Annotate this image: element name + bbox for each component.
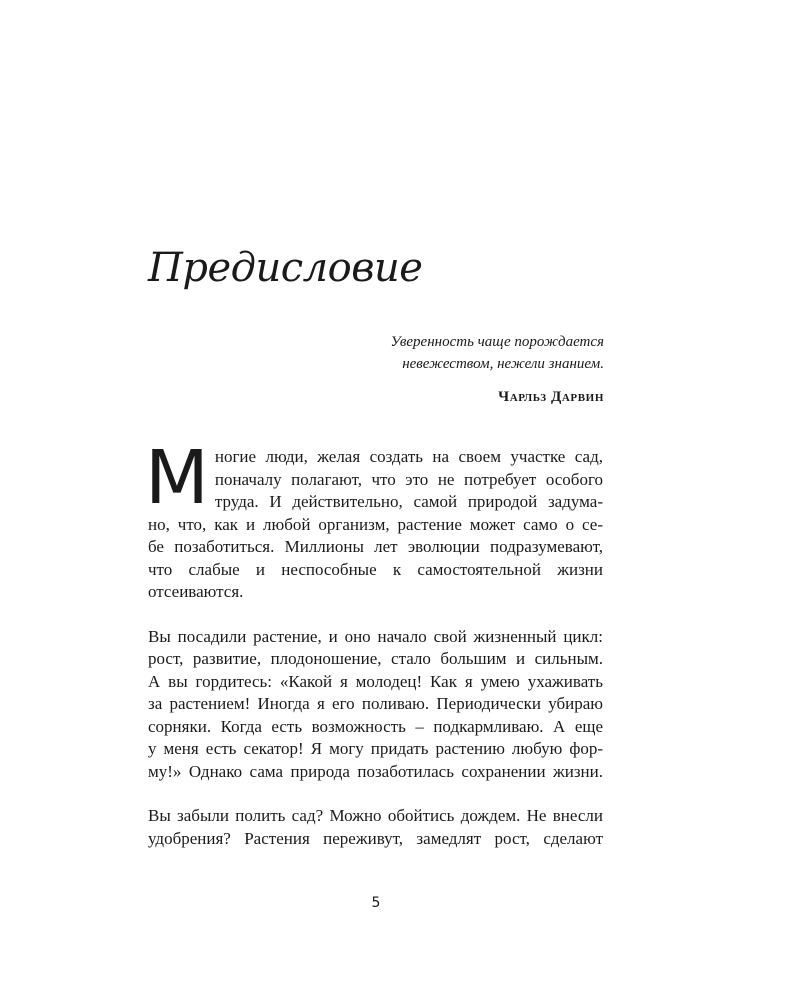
text-line: удобрения? Растения переживут, замедлят рост, сделают xyxy=(148,828,603,848)
text-line: труда. И действительно, самой природой задума- xyxy=(214,492,603,511)
text-line: Вы посадили растение, и оно начало свой жизненный цикл: xyxy=(148,626,603,646)
text-line: бе позаботиться. Миллионы лет эволюции подразумевают, xyxy=(148,537,603,556)
paragraph-1 xyxy=(145,435,603,604)
epigraph-line: невежеством, нежели знанием. xyxy=(402,356,604,372)
text-line: рост, развитие, плодоношение, стало большим и сильным. xyxy=(148,649,603,668)
epigraph-author: Чарльз Дарвин xyxy=(498,389,604,405)
text-line: за растением! Иногда я его поливаю. Периодически убираю xyxy=(148,694,603,713)
text-line: поначалу полагают, что это не потребует особого xyxy=(214,469,603,489)
text-line: отсеиваются. xyxy=(148,582,244,601)
text-line: му!» Однако сама природа позаботилась сохранении жизни. xyxy=(148,761,603,781)
page-number: 5 xyxy=(371,895,381,911)
paragraph-2 xyxy=(148,626,603,784)
text-line: Вы забыли полить сад? Можно обойтись дождем. Не внесли xyxy=(148,806,603,825)
chapter-title: Предисловие xyxy=(148,245,423,291)
text-line: но, что, как и любой организм, растение может само о се- xyxy=(148,514,603,534)
epigraph-line: Уверенность чаще порождается xyxy=(390,334,604,350)
epigraph xyxy=(284,331,604,406)
body-text xyxy=(145,435,603,872)
text-line: ногие люди, желая создать на своем участке сад, xyxy=(214,447,603,466)
drop-cap: М xyxy=(145,435,209,521)
text-line: что слабые и неспособные к самостоятельной жизни xyxy=(148,559,603,579)
text-line: у меня есть секатор! Я могу придать растению любую фор- xyxy=(148,739,603,758)
paragraph-3 xyxy=(148,805,603,850)
text-line: сорняки. Когда есть возможность – подкармливаю. А еще xyxy=(148,716,603,736)
epigraph-quote xyxy=(284,331,604,375)
text-line: А вы гордитесь: «Какой я молодец! Как я умею ухаживать xyxy=(148,671,603,691)
